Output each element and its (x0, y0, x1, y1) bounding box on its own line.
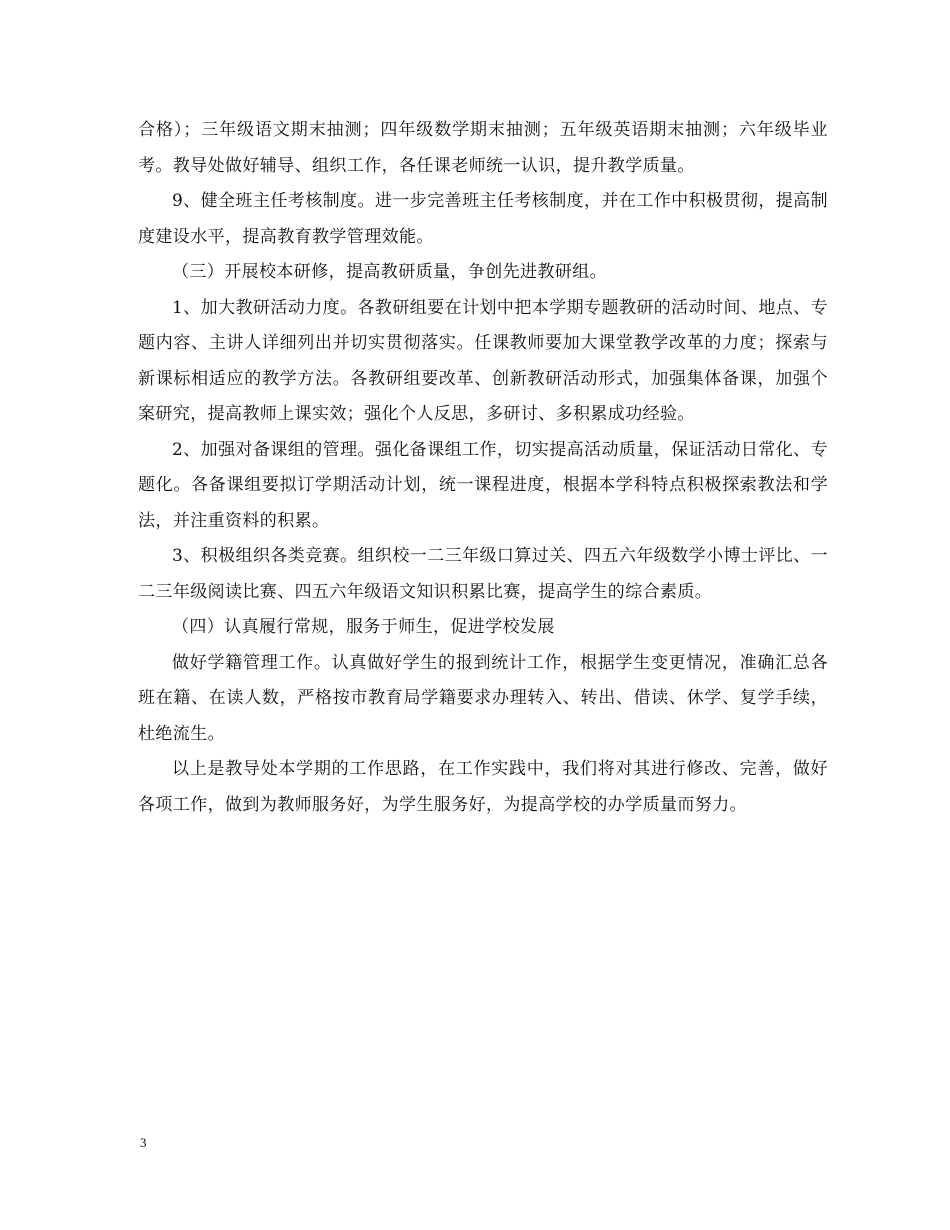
paragraph-enrollment: 做好学籍管理工作。认真做好学生的报到统计工作，根据学生变更情况，准确汇总各班在籍、在读人数，严格按市教育局学籍要求办理转入、转出、借读、休学、复学手续，杜绝流生。 (138, 652, 828, 744)
paragraph-item-3: 3、积极组织各类竞赛。组织校一二三年级口算过关、四五六年级数学小博士评比、一二三年级阅读比赛、四五六年级语文知识积累比赛，提高学生的综合素质。 (138, 546, 828, 602)
paragraph-item-9: 9、健全班主任考核制度。进一步完善班主任考核制度，并在工作中积极贯彻，提高制度建设水平，提高教育教学管理效能。 (138, 191, 828, 247)
paragraph-continuation: 合格）；三年级语文期末抽测；四年级数学期末抽测；五年级英语期末抽测；六年级毕业考。教导处做好辅导、组织工作，各任课老师统一认识，提升教学质量。 (138, 120, 828, 176)
section-heading-4: （四）认真履行常规，服务于师生，促进学校发展 (172, 617, 555, 637)
paragraph-item-1: 1、加大教研活动力度。各教研组要在计划中把本学期专题教研的活动时间、地点、专题内容、主讲人详细列出并切实贯彻落实。任课教师要加大课堂教学改革的力度；探索与新课标相适应的教学方法。各教研组要改革、创新教研活动形式，加强集体备课，加强个案研究，提高教师上课实效；强化个人反思，多研讨、多积累成功经验。 (138, 297, 828, 424)
document-body (138, 113, 828, 823)
section-heading-3: （三）开展校本研修，提高教研质量，争创先进教研组。 (172, 262, 607, 282)
paragraph-item-2: 2、加强对备课组的管理。强化备课组工作，切实提高活动质量，保证活动日常化、专题化。各备课组要拟订学期活动计划，统一课程进度，根据本学科特点积极探索教法和学法，并注重资料的积累。 (138, 439, 828, 531)
paragraph-conclusion: 以上是教导处本学期的工作思路，在工作实践中，我们将对其进行修改、完善，做好各项工作，做到为教师服务好，为学生服务好，为提高学校的办学质量而努力。 (138, 759, 828, 815)
page-number: 3 (140, 1135, 147, 1150)
